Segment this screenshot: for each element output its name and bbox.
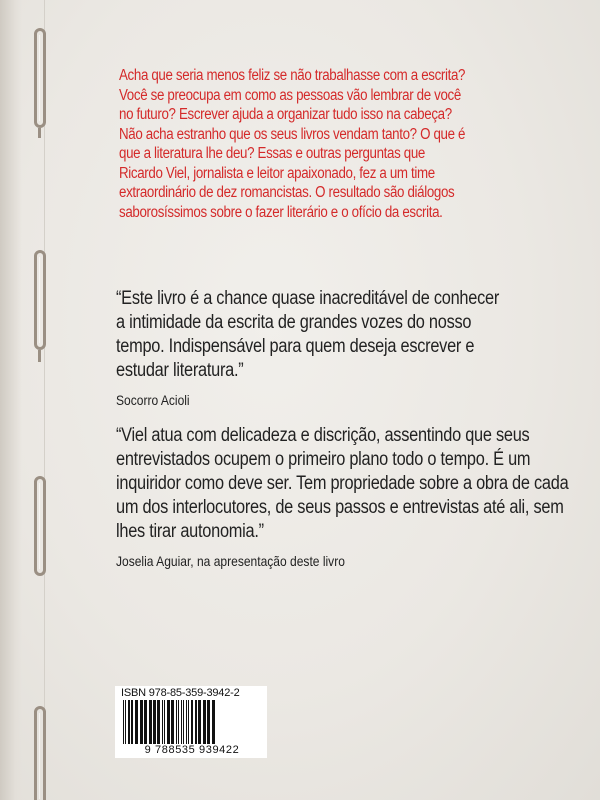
quote-text: “Viel atua com delicadeza e discrição, assentindo que seus entrevistados ocupem o primeiro plano todo o tempo. É um inquiridor como deve ser. Tem propriedade sobre a obra de cada um dos interlocutores, de seus passos e entrevistas até ali, sem lhes tirar autonomia.”: [116, 425, 569, 542]
barcode-bar: [186, 700, 187, 744]
barcode-bar: [176, 700, 177, 744]
barcode-bar: [167, 700, 170, 744]
barcode-bar: [153, 700, 156, 744]
review-quote-1: [116, 287, 512, 409]
binding-stitch: [34, 250, 46, 350]
isbn-barcode: [115, 686, 267, 758]
binding-stitch: [34, 476, 46, 576]
barcode-bar: [140, 700, 143, 744]
ean-digits: 9 788535 939422: [144, 744, 240, 756]
quote-author: Socorro Acioli: [116, 392, 190, 408]
barcode-bar: [178, 700, 179, 744]
barcode-bar: [203, 700, 206, 744]
synopsis-blurb: Acha que seria menos feliz se não trabalhasse com a escrita? Você se preocupa em como as pessoas vão lembrar de você no futuro? Escrever ajuda a organizar tudo isso na cabeça? Não acha estranho que os seus livros vendam tanto? O que é que a literatura lhe deu? Essas e outras perguntas que Ricardo Viel, jornalista e leitor apaixonado, fez a um time extraordinário de dez romancistas. O resultado são diálogos saborosíssimos sobre o fazer literário e o ofício da escrita.: [119, 67, 466, 221]
binding-thread: [38, 350, 41, 362]
barcode-bar: [198, 700, 201, 744]
barcode-bar: [212, 700, 215, 744]
barcode-bar: [191, 700, 193, 744]
barcode-bar: [144, 700, 147, 744]
barcode-bar: [181, 700, 182, 744]
review-quote-2: [116, 424, 593, 570]
barcode-bars: [121, 700, 263, 744]
barcode-bar: [149, 700, 152, 744]
barcode-bar: [207, 700, 210, 744]
spine-fold-shadow: [0, 0, 22, 800]
binding-stitch: [34, 28, 46, 128]
barcode-bar: [162, 700, 163, 744]
barcode-bar: [195, 700, 197, 744]
barcode-bar: [157, 700, 160, 744]
binding-thread: [38, 128, 41, 138]
quote-author: Joselia Aguiar, na apresentação deste livro: [116, 553, 345, 569]
isbn-label: ISBN 978-85-359-3942-2: [121, 687, 240, 699]
barcode-bar: [135, 700, 138, 744]
binding-stitch: [34, 706, 46, 800]
barcode-bar: [188, 700, 189, 744]
barcode-bar: [125, 700, 126, 744]
barcode-bar: [171, 700, 174, 744]
barcode-bar: [123, 700, 124, 744]
quote-text: “Este livro é a chance quase inacreditável de conhecer a intimidade da escrita de grandes vozes do nosso tempo. Indispensável para quem deseja escrever e estudar literatura.”: [116, 288, 500, 381]
barcode-bar: [128, 700, 130, 744]
barcode-bar: [164, 700, 165, 744]
barcode-bar: [131, 700, 133, 744]
barcode-bar: [183, 700, 184, 744]
